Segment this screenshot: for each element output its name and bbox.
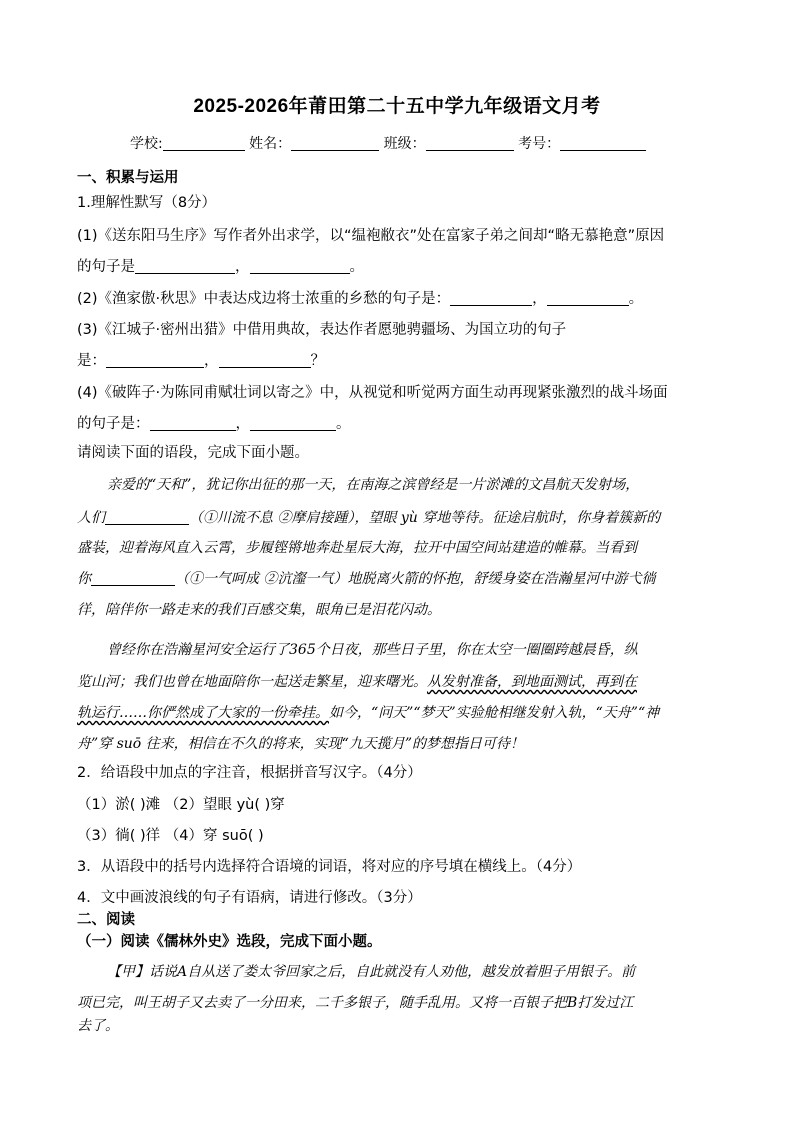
q1-1-text: (1)《送东阳马生序》写作者外出求学，以“缊袍敝衣”处在富家子弟之间却“略无慕艳意”原因 (77, 228, 665, 244)
class-blank[interactable] (426, 136, 514, 151)
answer-blank[interactable] (250, 415, 336, 431)
q1-4-answer-line: 的句子是： ， 。 (77, 416, 351, 432)
name-label: 姓名： (249, 136, 292, 152)
answer-blank[interactable] (150, 415, 236, 431)
q1-1-answer-line: 的句子是 ， 。 (77, 259, 364, 275)
word-choice-blank-1[interactable] (105, 509, 189, 525)
jia-line1: 【甲】话说A自从送了娄太爷回家之后，自此就没有人劝他，越发放着胆子用银子。前 (107, 964, 636, 980)
answer-blank[interactable] (450, 290, 532, 306)
q1-1-prefix: 的句子是 (77, 259, 135, 275)
answer-blank[interactable] (106, 352, 204, 368)
section1-heading: 一、积累与运用 (77, 170, 179, 186)
page-title: 2025-2026年莆田第二十五中学九年级语文月考 (193, 96, 601, 117)
q1-title: 1.理解性默写（8分） (77, 195, 217, 211)
answer-blank[interactable] (135, 258, 235, 274)
jia-line3: 去了。 (77, 1018, 119, 1034)
q2-row1: （1）淤( )滩 （2）望眼 yù( )穿 (77, 797, 285, 813)
school-label: 学校: (130, 136, 163, 152)
q4-text: 4．文中画波浪线的句子有语病，请进行修改。（3分） (77, 890, 422, 906)
passage-p2-line3: 轨运行……你俨然成了大家的一份牵挂。如今，“问天”“梦天”实验舱相继发射入轨，“天舟”“神 (77, 705, 660, 721)
number-blank[interactable] (560, 136, 646, 151)
passage-p2-line4: 舟”穿 suō 往来，相信在不久的将来，实现“九天揽月”的梦想指日可待！ (77, 736, 525, 752)
jia-line2: 项已完，叫王胡子又去卖了一分田来，二千多银子，随手乱用。又将一百银子把B打发过江 (77, 995, 634, 1011)
passage-p1-line5: 徉，陪伴你一路走来的我们百感交集，眼角已是泪花闪动。 (77, 602, 441, 618)
passage-p1-line3: 盛装，迎着海风直入云霄，步履铿锵地奔赴星辰大海，拉开中国空间站建造的帷幕。当看到 (77, 540, 637, 556)
school-blank[interactable] (163, 136, 245, 151)
section2-heading: 二、阅读 (77, 912, 135, 928)
passage-p1-line2: 人们 （①川流不息 ②摩肩接踵），望眼 yù 穿地等待。征途启航时，你身着簇新的 (77, 510, 661, 526)
section2-sub1: （一）阅读《儒林外史》选段，完成下面小题。 (77, 934, 382, 950)
number-label: 考号： (518, 136, 561, 152)
class-label: 班级： (383, 136, 426, 152)
passage-p1-line4: 你 （①一气呵成 ②沆瀣一气）地脱离火箭的怀抱，舒缓身姿在浩瀚星河中游弋徜 (77, 571, 656, 587)
q1-4-text: (4)《破阵子·为陈同甫赋壮词以寄之》中，从视觉和听觉两方面生动再现紧张激烈的战斗场面 (77, 385, 668, 401)
q1-3-answer-line: 是： ， ？ (77, 353, 325, 369)
answer-blank[interactable] (219, 352, 311, 368)
reading-instruction: 请阅读下面的语段，完成下面小题。 (77, 445, 309, 461)
passage-p2-line1: 曾经你在浩瀚星河安全运行了365个日夜，那些日子里，你在太空一圈圈跨越晨昏，纵 (107, 642, 638, 658)
name-blank[interactable] (291, 136, 379, 151)
wavy-underlined-sentence: 轨运行……你俨然成了大家的一份牵挂。 (77, 705, 329, 721)
passage-p1-line1: 亲爱的“天和”，犹记你出征的那一天，在南海之滨曾经是一片淤滩的文昌航天发射场， (107, 477, 640, 493)
q1-2-text: (2)《渔家傲·秋思》中表达戍边将士浓重的乡愁的句子是： (77, 291, 451, 307)
passage-p2-line2: 览山河；我们也曾在地面陪你一起送走繁星，迎来曙光。从发射准备，到地面测试，再到在 (77, 674, 637, 690)
answer-blank[interactable] (250, 258, 350, 274)
q1-4-prefix: 的句子是： (77, 416, 150, 432)
q2-text: 2．给语段中加点的字注音，根据拼音写汉字。（4分） (77, 765, 422, 781)
wavy-underlined-sentence: 从发射准备，到地面测试，再到在 (427, 674, 637, 690)
answer-blank[interactable] (547, 290, 629, 306)
student-info-row (130, 133, 730, 153)
q1-3-text: (3)《江城子·密州出猎》中借用典故，表达作者愿驰骋疆场、为国立功的句子 (77, 322, 567, 338)
q1-3-prefix: 是： (77, 353, 106, 369)
q1-2-line: (2)《渔家傲·秋思》中表达戍边将士浓重的乡愁的句子是： ， 。 (77, 291, 644, 307)
q2-row2: （3）徜( )徉 （4）穿 suō( ) (77, 828, 264, 844)
word-choice-blank-2[interactable] (91, 570, 175, 586)
q3-text: 3．从语段中的括号内选择符合语境的词语，将对应的序号填在横线上。（4分） (77, 859, 582, 875)
